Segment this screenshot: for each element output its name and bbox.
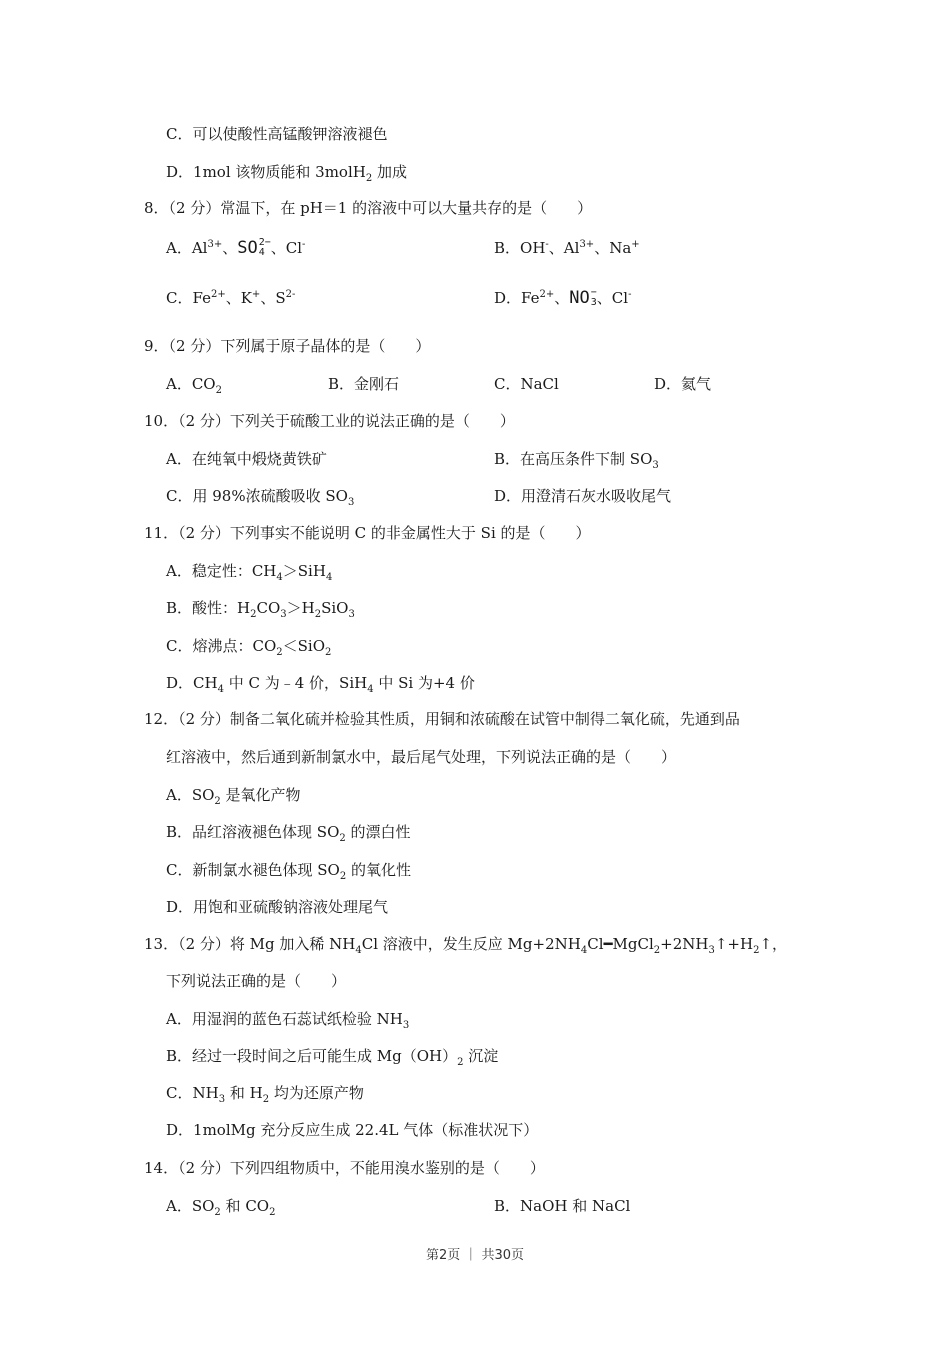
- q9-option-d: D．氦气: [654, 375, 712, 393]
- q12-option-b: B．品红溶液褪色体现 $SO_2$ 的漂白性: [166, 823, 411, 844]
- q9-stem: 9．（2 分）下列属于原子晶体的是（ ）: [144, 337, 431, 355]
- q13-stem-line1: 13．（2 分）将 Mg 加入稀 $NH_4Cl$ 溶液中，发生反应 $Mg+2NH_4Cl━MgCl_2+2NH_3↑+H_2↑$，: [144, 935, 788, 956]
- q7-option-c: C．可以使酸性高锰酸钾溶液褪色: [166, 125, 388, 143]
- q13-option-d: D．1molMg 充分反应生成 22.4L 气体（标准状况下）: [166, 1121, 539, 1139]
- q12-option-c: C．新制氯水褪色体现 $SO_2$ 的氧化性: [166, 861, 411, 882]
- q8-stem: 8．（2 分）常温下，在 pH＝1 的溶液中可以大量共存的是（ ）: [144, 199, 593, 217]
- q11-option-a: A．稳定性：$CH_4>SiH_4$: [166, 562, 333, 583]
- q8-option-d: D．$Fe^{2+}$、NO − 3 、Cl-: [494, 287, 632, 308]
- q12-stem-line2: 红溶液中，然后通到新制氯水中，最后尾气处理，下列说法正确的是（ ）: [166, 748, 677, 766]
- q10-option-d: D．用澄清石灰水吸收尾气: [494, 487, 672, 505]
- q13-option-c: C．$NH_3$ 和 $H_2$ 均为还原产物: [166, 1084, 364, 1105]
- page-footer: 第2页 ｜ 共30页: [425, 1248, 525, 1263]
- q12-option-a: A．$SO_2$ 是氧化产物: [166, 786, 301, 807]
- q12-option-d: D．用饱和亚硫酸钠溶液处理尾气: [166, 898, 389, 916]
- sulfate-ion: SO 2− 4: [237, 237, 271, 258]
- q10-option-b: B．在高压条件下制 $SO_3$: [494, 450, 659, 471]
- q11-stem: 11．（2 分）下列事实不能说明 C 的非金属性大于 Si 的是（ ）: [144, 524, 591, 542]
- q10-stem: 10．（2 分）下列关于硫酸工业的说法正确的是（ ）: [144, 412, 515, 430]
- q8-option-b: B．OH-、$Al^{3+}$、Na+: [494, 239, 640, 257]
- q10-option-a: A．在纯氧中煅烧黄铁矿: [166, 450, 327, 468]
- nitrate-ion: NO − 3: [569, 287, 597, 308]
- q13-option-b: B．经过一段时间之后可能生成 $Mg(OH)_2$ 沉淀: [166, 1047, 499, 1068]
- q7-option-d: D．1mol 该物质能和 3molH$_2$ 加成: [166, 163, 407, 184]
- q11-option-c: C．熔沸点：$CO_2<SiO_2$: [166, 637, 332, 658]
- q11-option-b: B．酸性：$H_2CO_3>H_2SiO_3$: [166, 599, 355, 620]
- q13-stem-line2: 下列说法正确的是（ ）: [166, 972, 347, 990]
- q12-stem-line1: 12．（2 分）制备二氧化硫并检验其性质，用铜和浓硫酸在试管中制得二氧化硫，先通到品: [144, 710, 740, 728]
- q8-option-a: A．$Al^{3+}$、SO 2− 4 、Cl-: [166, 237, 306, 258]
- q9-option-b: B．金刚石: [328, 375, 400, 393]
- q14-option-a: A．$SO_2$ 和 $CO_2$: [166, 1197, 276, 1218]
- q14-stem: 14．（2 分）下列四组物质中，不能用溴水鉴别的是（ ）: [144, 1159, 545, 1177]
- q10-option-c: C．用 98%浓硫酸吸收 $SO_3$: [166, 487, 355, 508]
- q13-option-a: A．用湿润的蓝色石蕊试纸检验 $NH_3$: [166, 1010, 410, 1031]
- q9-option-a: A．$CO_2$: [166, 375, 222, 396]
- q9-option-c: C．NaCl: [494, 375, 559, 393]
- q14-option-b: B．NaOH 和 NaCl: [494, 1197, 631, 1215]
- q8-option-c: C．$Fe^{2+}$、K+、$S^{2-}$: [166, 289, 296, 307]
- q11-option-d: D．$CH_4$ 中 C 为﹣4 价，SiH$_4$ 中 Si 为+4 价: [166, 674, 475, 695]
